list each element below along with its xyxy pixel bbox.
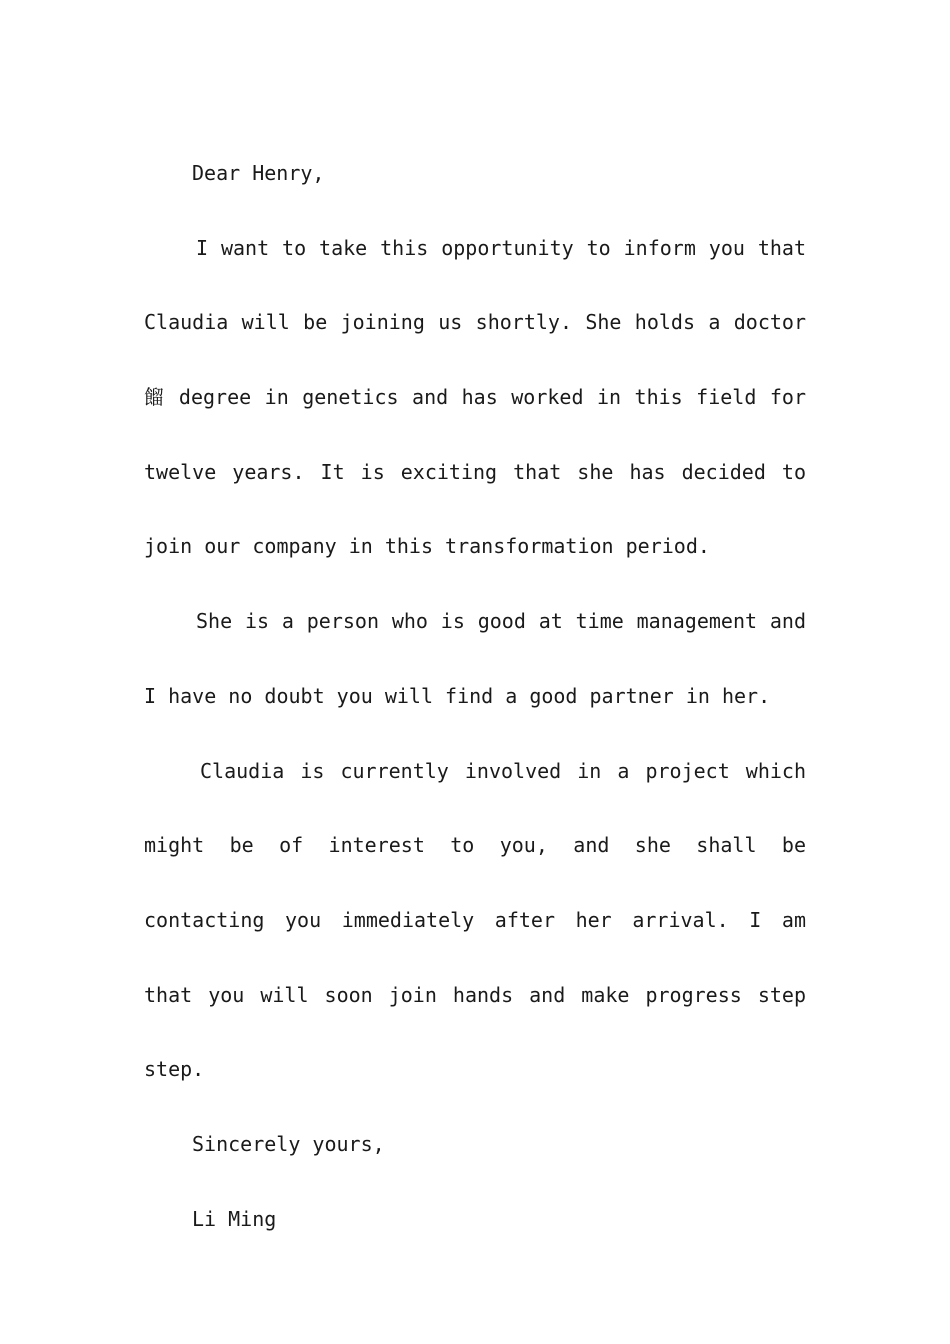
paragraph-line: that you will soon join hands and make progress step: [144, 982, 806, 1007]
signature: Li Ming: [192, 1206, 277, 1231]
paragraph-line: I want to take this opportunity to inform you that: [196, 235, 806, 260]
paragraph-line: I have no doubt you will find a good partner in her.: [144, 683, 771, 708]
paragraph-line: 餾 degree in genetics and has worked in this field for: [144, 385, 806, 410]
salutation: Dear Henry,: [192, 161, 325, 185]
paragraph-line: twelve years. It is exciting that she has decided to: [144, 459, 806, 484]
paragraph-line: join our company in this transformation period.: [144, 534, 710, 559]
paragraph-line: Claudia is currently involved in a project which: [200, 758, 806, 783]
paragraph-qualities: [144, 584, 806, 733]
paragraph-intro: [144, 211, 806, 584]
paragraph-line: She is a person who is good at time management and: [196, 609, 806, 634]
paragraph-line: contacting you immediately after her arrival. I am: [144, 907, 806, 932]
closing: Sincerely yours,: [192, 1131, 385, 1156]
paragraph-line: might be of interest to you, and she shall be: [144, 833, 806, 858]
paragraph-project: [144, 734, 806, 1107]
letter-body: [144, 136, 806, 1256]
paragraph-line: Claudia will be joining us shortly. She holds a doctor: [144, 310, 806, 335]
paragraph-line: step.: [144, 1057, 205, 1082]
